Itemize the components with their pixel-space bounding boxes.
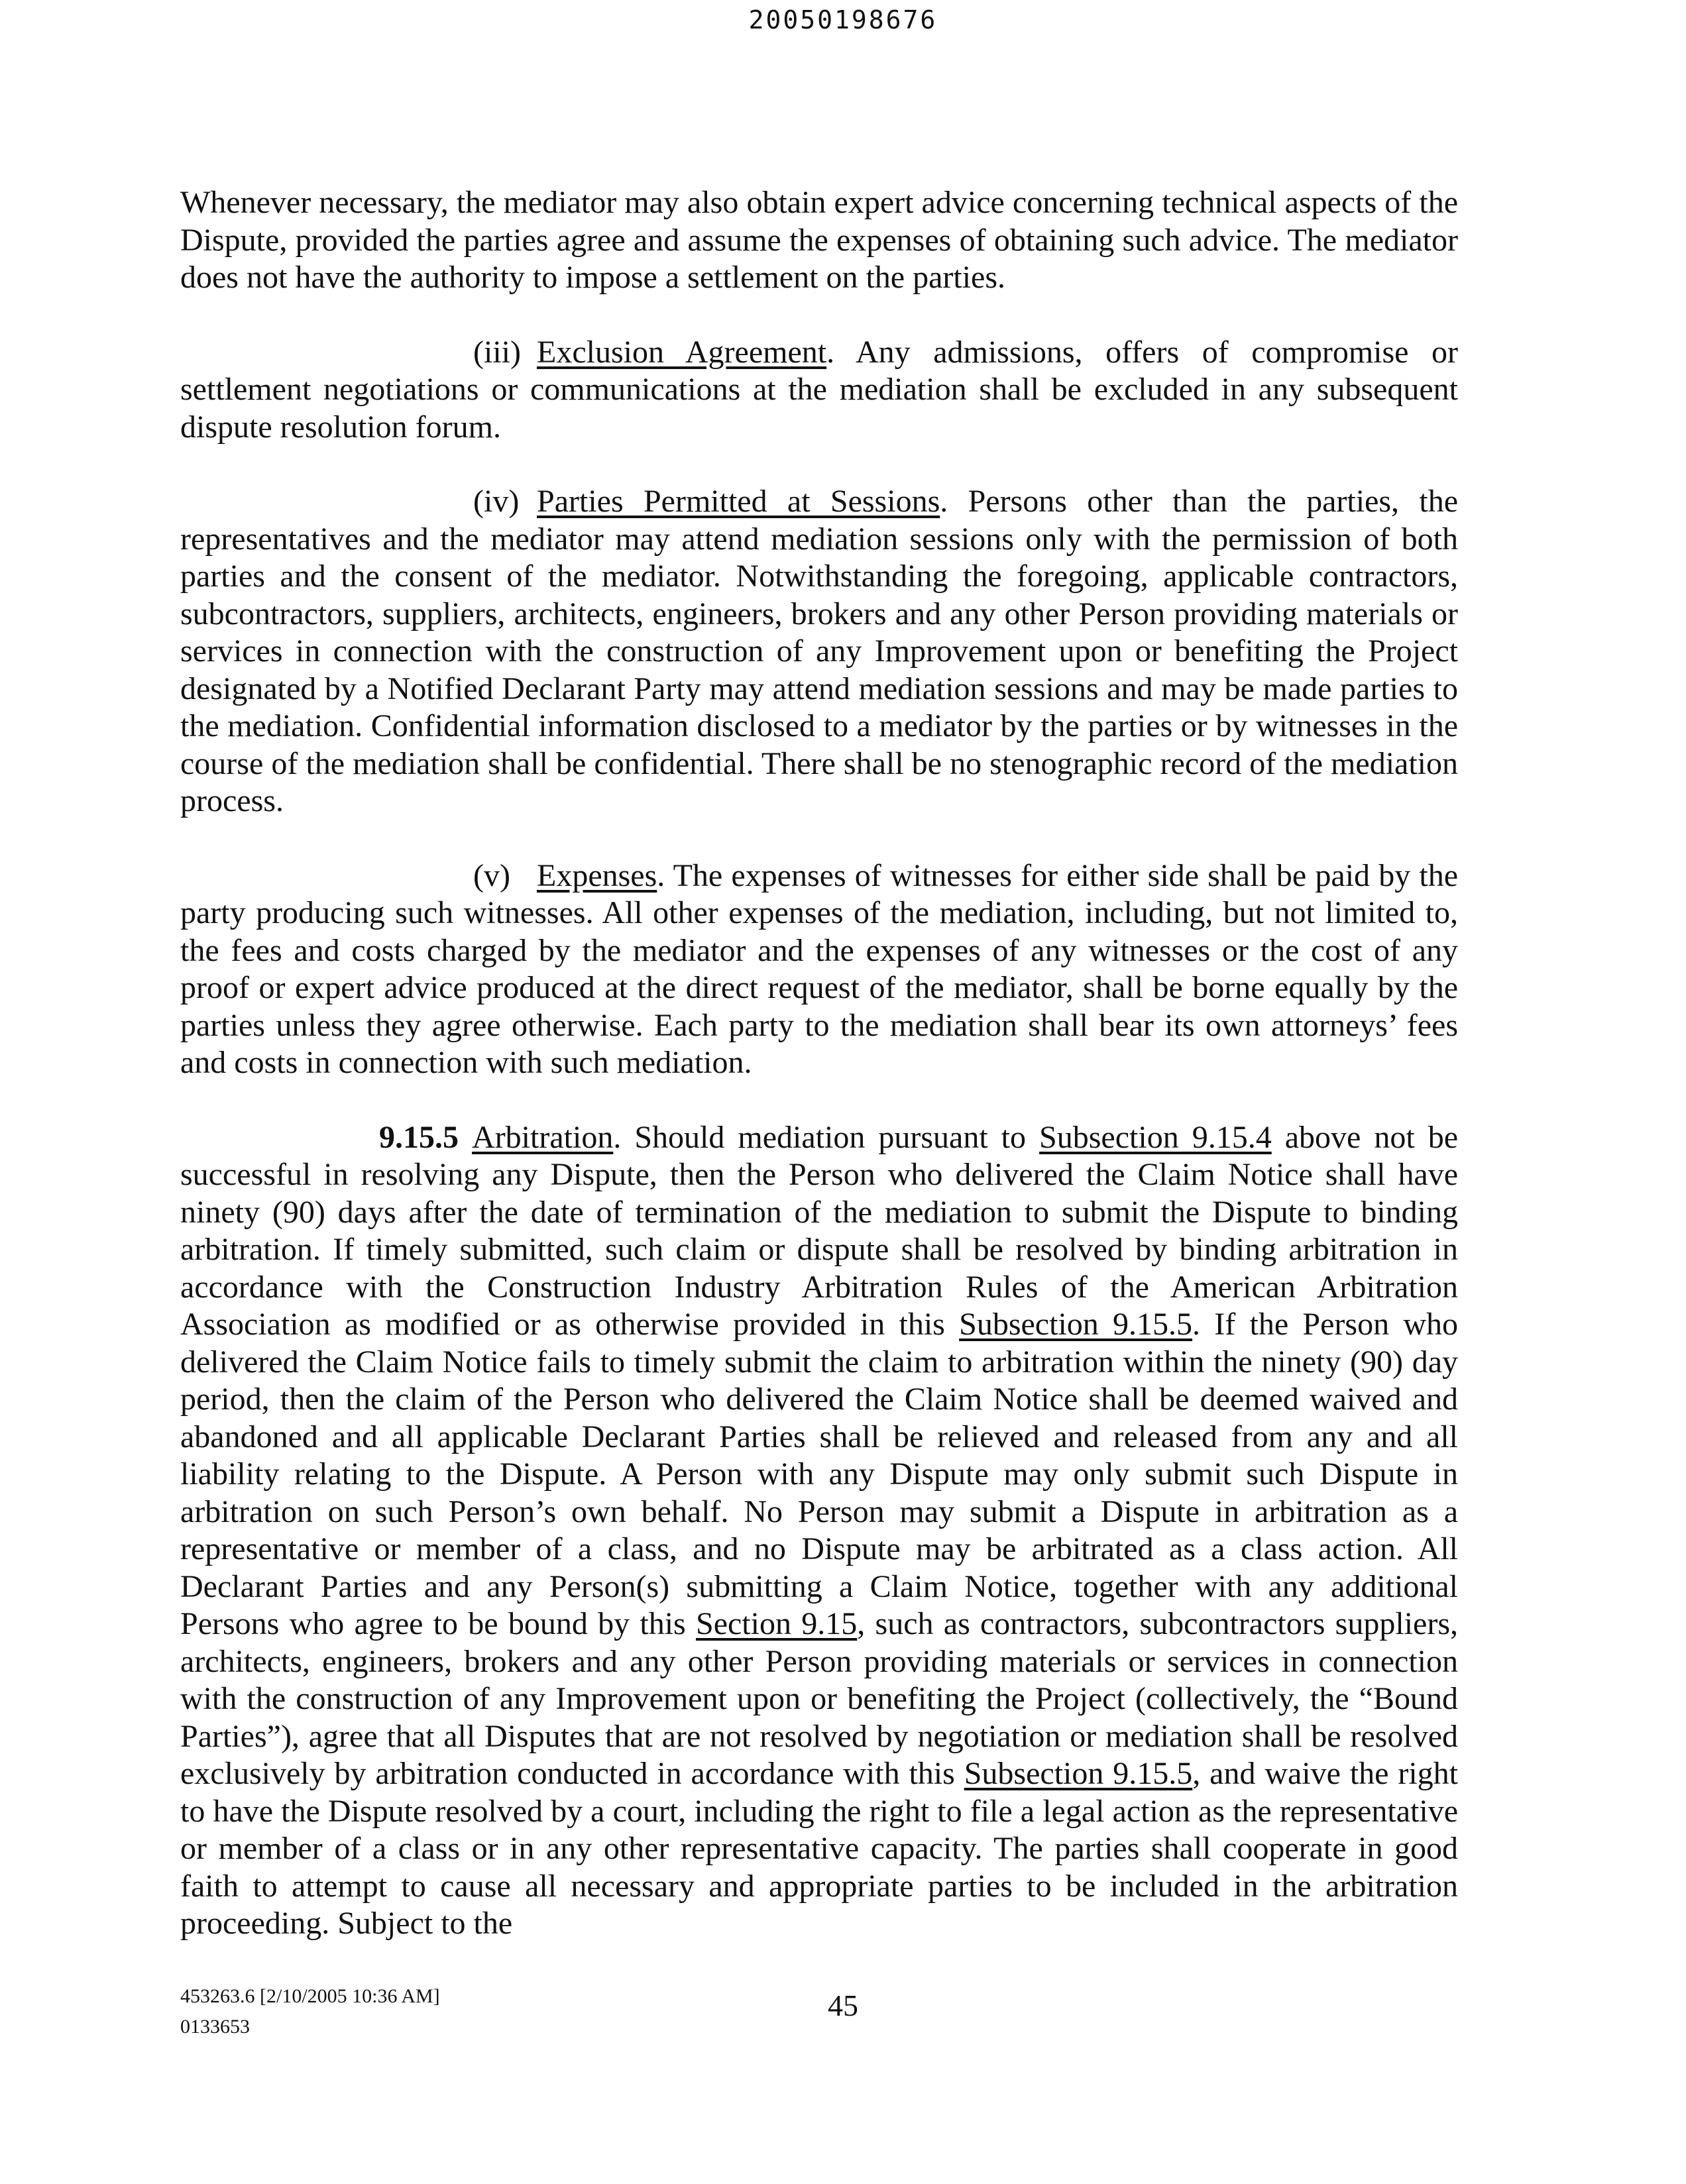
paragraph-text: . The expenses of witnesses for either side shall be paid by the party producing such witnesses. All other expenses of the mediation, including, but not limited to, the fees and costs charged by the mediator and the expenses of any witnesses or the cost of any proof or expert advice produced at the direct request of the mediator, shall be borne equally by the parties unless they agree otherwise. Each party to the mediation shall bear its own attorneys’ fees and costs in connection with such mediation.	[180, 857, 1458, 1080]
paragraph-text: . Persons other than the parties, the representatives and the mediator may attend mediation sessions only with the permission of both parties and the consent of the mediator. Notwithstanding the foregoing, applicable contractors, subcontractors, suppliers, architects, engineers, brokers and any other Person providing materials or services in connection with the construction of any Improvement upon or benefiting the Project designated by a Notified Declarant Party may attend mediation sessions and may be made parties to the mediation. Confidential information disclosed to a mediator by the parties or by witnesses in the course of the mediation shall be confidential. There shall be no stenographic record of the mediation process.	[180, 484, 1458, 818]
paragraph-expenses	[180, 857, 1458, 1082]
cross-reference: Subsection 9.15.5	[964, 1756, 1193, 1791]
item-number: (iii)	[473, 334, 521, 370]
document-body	[180, 184, 1458, 1980]
cross-reference: Subsection 9.15.4	[1039, 1119, 1272, 1155]
page-number: 45	[828, 1989, 858, 2022]
publication-number: 20050198676	[748, 5, 938, 34]
cross-reference: Section 9.15	[696, 1606, 858, 1641]
paragraph-parties-permitted	[180, 483, 1458, 820]
paragraph-exclusion-agreement	[180, 334, 1458, 447]
section-heading: Expenses	[537, 857, 657, 893]
item-number: (v)	[473, 857, 510, 893]
cross-reference: Subsection 9.15.5	[959, 1307, 1193, 1342]
section-heading: Parties Permitted at Sessions	[537, 484, 940, 519]
footer-doc-code: 0133653	[180, 2016, 250, 2038]
paragraph-mediator-advice: Whenever necessary, the mediator may also obtain expert advice concerning technical aspects of the Dispute, provided the parties agree and assume the expenses of obtaining such advice. The mediator does not have the authority to impose a settlement on the parties.	[180, 185, 1458, 295]
item-number: (iv)	[473, 484, 520, 519]
footer-doc-id: 453263.6 [2/10/2005 10:36 AM]	[180, 1985, 440, 2007]
section-heading: Exclusion Agreement	[537, 334, 827, 370]
paragraph-text: . Any admissions, offers of compromise or settlement negotiations or communications at the mediation shall be excluded in any subsequent dispute resolution forum.	[180, 334, 1459, 445]
paragraph-arbitration: 9.15.5 Arbitration. Should mediation pursuant to Subsection 9.15.4 above not be successful in resolving any Dispute, then the Person who delivered the Claim Notice shall have ninety (90) days after the date of termination of the mediation to submit the Dispute to binding arbitration. If timely submitted, such claim or dispute shall be resolved by binding arbitration in accordance with the Construction Industry Arbitration Rules of the American Arbitration Association as modified or as otherwise provided in this Subsection 9.15.5. If the Person who delivered the Claim Notice fails to timely submit the claim to arbitration within the ninety (90) day period, then the claim of the Person who delivered the Claim Notice shall be deemed waived and abandoned and all applicable Declarant Parties shall be relieved and released from any and all liability relating to the Dispute. A Person with any Dispute may only submit such Dispute in arbitration on such Person’s own behalf. No Person may submit a Dispute in arbitration as a representative or member of a class, and no Dispute may be arbitrated as a class action. All Declarant Parties and any Person(s) submitting a Claim Notice, together with any additional Persons who agree to be bound by this Section 9.15, such as contractors, subcontractors suppliers, architects, engineers, brokers and any other Person providing materials or services in connection with the construction of any Improvement upon or benefiting the Project (collectively, the “Bound Parties”), agree that all Disputes that are not resolved by negotiation or mediation shall be resolved exclusively by arbitration conducted in accordance with this Subsection 9.15.5, and waive the right to have the Dispute resolved by a court, including the right to file a legal action as the representative or member of a class or in any other representative capacity. The parties shall cooperate in good faith to attempt to cause all necessary and appropriate parties to be included in the arbitration proceeding. Subject to the	[180, 1119, 1459, 1941]
section-number: 9.15.5	[379, 1119, 459, 1155]
section-heading: Arbitration	[472, 1119, 614, 1155]
